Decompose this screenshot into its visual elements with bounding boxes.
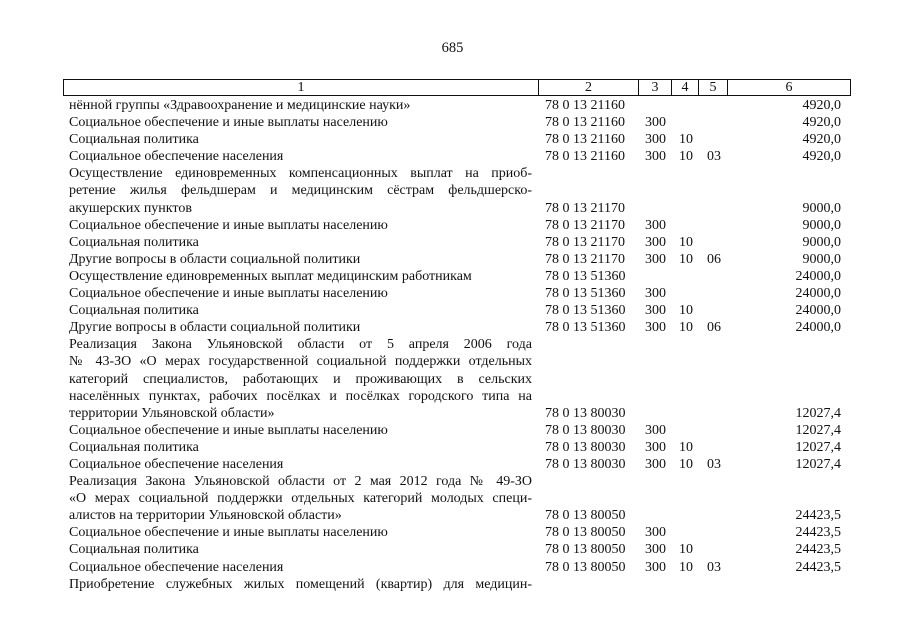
table-row	[0, 285, 905, 302]
row-col-3: 300	[645, 320, 666, 336]
row-code: 78 0 13 51360	[545, 268, 626, 284]
row-name: Осуществление единовременных компенсационных выплат на приоб-	[69, 166, 532, 182]
row-amount: 9000,0	[802, 200, 841, 216]
table-row	[0, 319, 905, 336]
row-name: Социальное обеспечение и иные выплаты населению	[69, 217, 388, 233]
row-name: Социальная политика	[69, 132, 199, 148]
row-col-3: 300	[645, 149, 666, 165]
header-col-6: 6	[785, 80, 793, 95]
table-row	[0, 165, 905, 182]
row-code: 78 0 13 80050	[545, 559, 626, 575]
row-col-4: 10	[679, 132, 693, 148]
row-name: категорий специалистов, работающих и проживающих в сельских	[69, 371, 532, 387]
row-name: Социальное обеспечение населения	[69, 456, 284, 472]
row-amount: 24000,0	[795, 303, 841, 319]
row-col-3: 300	[645, 234, 666, 250]
row-col-4: 10	[679, 234, 693, 250]
row-col-3: 300	[645, 251, 666, 267]
row-name: акушерских пунктов	[69, 200, 192, 216]
row-code: 78 0 13 21170	[545, 217, 625, 233]
row-name: Социальная политика	[69, 303, 199, 319]
row-col-5: 03	[707, 559, 721, 575]
table-row	[0, 371, 905, 388]
row-col-3: 300	[645, 456, 666, 472]
row-name: алистов на территории Ульяновской области»	[69, 508, 342, 524]
row-col-4: 10	[679, 303, 693, 319]
header-col-4: 4	[672, 80, 699, 95]
row-code: 78 0 13 21160	[545, 115, 625, 131]
row-col-5: 03	[707, 149, 721, 165]
table-row	[0, 268, 905, 285]
row-col-3: 300	[645, 303, 666, 319]
row-amount: 9000,0	[802, 217, 841, 233]
table-row	[0, 336, 905, 353]
row-amount: 4920,0	[802, 132, 841, 148]
row-col-3: 300	[645, 132, 666, 148]
row-name: Социальное обеспечение населения	[69, 149, 284, 165]
row-code: 78 0 13 21170	[545, 234, 625, 250]
row-name: Социальная политика	[69, 234, 199, 250]
row-name: Социальное обеспечение и иные выплаты населению	[69, 115, 388, 131]
row-name: Социальная политика	[69, 439, 199, 455]
row-name: Осуществление единовременных выплат медицинским работникам	[69, 268, 472, 284]
row-amount: 4920,0	[802, 115, 841, 131]
row-amount: 9000,0	[802, 234, 841, 250]
row-amount: 24423,5	[795, 542, 841, 558]
table-row	[0, 131, 905, 148]
row-name: Социальное обеспечение и иные выплаты населению	[69, 422, 388, 438]
row-code: 78 0 13 80050	[545, 525, 626, 541]
row-code: 78 0 13 80030	[545, 456, 626, 472]
row-col-4: 10	[679, 559, 693, 575]
row-amount: 24000,0	[795, 320, 841, 336]
row-code: 78 0 13 21170	[545, 200, 625, 216]
row-code: 78 0 13 80030	[545, 422, 626, 438]
row-amount: 12027,4	[795, 405, 841, 421]
row-amount: 12027,4	[795, 422, 841, 438]
row-code: 78 0 13 21160	[545, 149, 625, 165]
table-row	[0, 182, 905, 199]
table-row	[0, 148, 905, 165]
row-name: Социальное обеспечение населения	[69, 559, 284, 575]
table-row	[0, 473, 905, 490]
table-row	[0, 541, 905, 558]
table-row	[0, 524, 905, 541]
row-col-5: 06	[707, 320, 721, 336]
row-code: 78 0 13 80050	[545, 542, 626, 558]
row-col-3: 300	[645, 525, 666, 541]
row-amount: 24423,5	[795, 525, 841, 541]
row-code: 78 0 13 21160	[545, 98, 625, 113]
row-code: 78 0 13 80050	[545, 508, 626, 524]
page-number: 685	[441, 40, 464, 56]
table-row	[0, 97, 905, 114]
row-code: 78 0 13 51360	[545, 320, 626, 336]
table-row	[0, 490, 905, 507]
row-amount: 4920,0	[802, 149, 841, 165]
row-col-4: 10	[679, 251, 693, 267]
row-name: Социальное обеспечение и иные выплаты населению	[69, 525, 388, 541]
row-code: 78 0 13 80030	[545, 405, 626, 421]
row-name: Социальная политика	[69, 542, 199, 558]
row-col-4: 10	[679, 439, 693, 455]
table-row	[0, 388, 905, 405]
row-name: «О мерах социальной поддержки отдельных категорий молодых специ-	[69, 491, 532, 507]
row-amount: 24000,0	[795, 286, 841, 302]
table-header	[63, 79, 851, 96]
row-amount: 12027,4	[795, 456, 841, 472]
row-name: № 43-ЗО «О мерах государственной социальной поддержки отдельных	[69, 354, 532, 370]
row-amount: 12027,4	[795, 439, 841, 455]
row-col-3: 300	[645, 439, 666, 455]
row-col-4: 10	[679, 542, 693, 558]
row-col-5: 03	[707, 456, 721, 472]
row-name: территории Ульяновской области»	[69, 405, 275, 421]
row-col-3: 300	[645, 217, 666, 233]
row-name: нённой группы «Здравоохранение и медицинские науки»	[69, 98, 411, 113]
table-row	[0, 234, 905, 251]
row-code: 78 0 13 21170	[545, 251, 625, 267]
table-row	[0, 217, 905, 234]
row-name: Реализация Закона Ульяновской области от 5 апреля 2006 года	[69, 337, 532, 353]
row-col-3: 300	[645, 559, 666, 575]
table-row	[0, 302, 905, 319]
row-name: населённых пунктах, рабочих посёлках и посёлках городского типа на	[69, 388, 532, 404]
row-name: Приобретение служебных жилых помещений (квартир) для медицин-	[69, 576, 532, 592]
row-amount: 24423,5	[795, 559, 841, 575]
row-amount: 4920,0	[802, 98, 841, 113]
table-row	[0, 353, 905, 370]
table-row	[0, 456, 905, 473]
table-row	[0, 507, 905, 524]
row-col-4: 10	[679, 456, 693, 472]
table-row	[0, 251, 905, 268]
table-row	[0, 114, 905, 131]
table-row	[0, 559, 905, 576]
table-body	[0, 97, 905, 593]
row-col-3: 300	[645, 422, 666, 438]
row-col-3: 300	[645, 115, 666, 131]
row-name: Реализация Закона Ульяновской области от 2 мая 2012 года № 49-ЗО	[69, 474, 532, 490]
row-code: 78 0 13 51360	[545, 303, 626, 319]
row-name: Другие вопросы в области социальной политики	[69, 320, 361, 336]
row-code: 78 0 13 21160	[545, 132, 625, 148]
row-code: 78 0 13 51360	[545, 286, 626, 302]
row-amount: 24423,5	[795, 508, 841, 524]
table-row	[0, 405, 905, 422]
row-col-3: 300	[645, 542, 666, 558]
row-name: Социальное обеспечение и иные выплаты населению	[69, 286, 388, 302]
row-code: 78 0 13 80030	[545, 439, 626, 455]
header-col-3: 3	[639, 80, 672, 95]
row-col-5: 06	[707, 251, 721, 267]
row-col-4: 10	[679, 149, 693, 165]
table-row	[0, 200, 905, 217]
header-col-2: 2	[539, 80, 639, 95]
row-name: ретение жилья фельдшерам и медицинским сёстрам фельдшерско-	[69, 183, 532, 199]
table-row	[0, 422, 905, 439]
table-row	[0, 576, 905, 593]
table-row	[0, 439, 905, 456]
row-col-4: 10	[679, 320, 693, 336]
row-col-3: 300	[645, 286, 666, 302]
row-amount: 9000,0	[802, 251, 841, 267]
row-amount: 24000,0	[795, 268, 841, 284]
row-name: Другие вопросы в области социальной политики	[69, 251, 361, 267]
header-col-5: 5	[699, 80, 728, 95]
header-col-1: 1	[64, 80, 539, 95]
